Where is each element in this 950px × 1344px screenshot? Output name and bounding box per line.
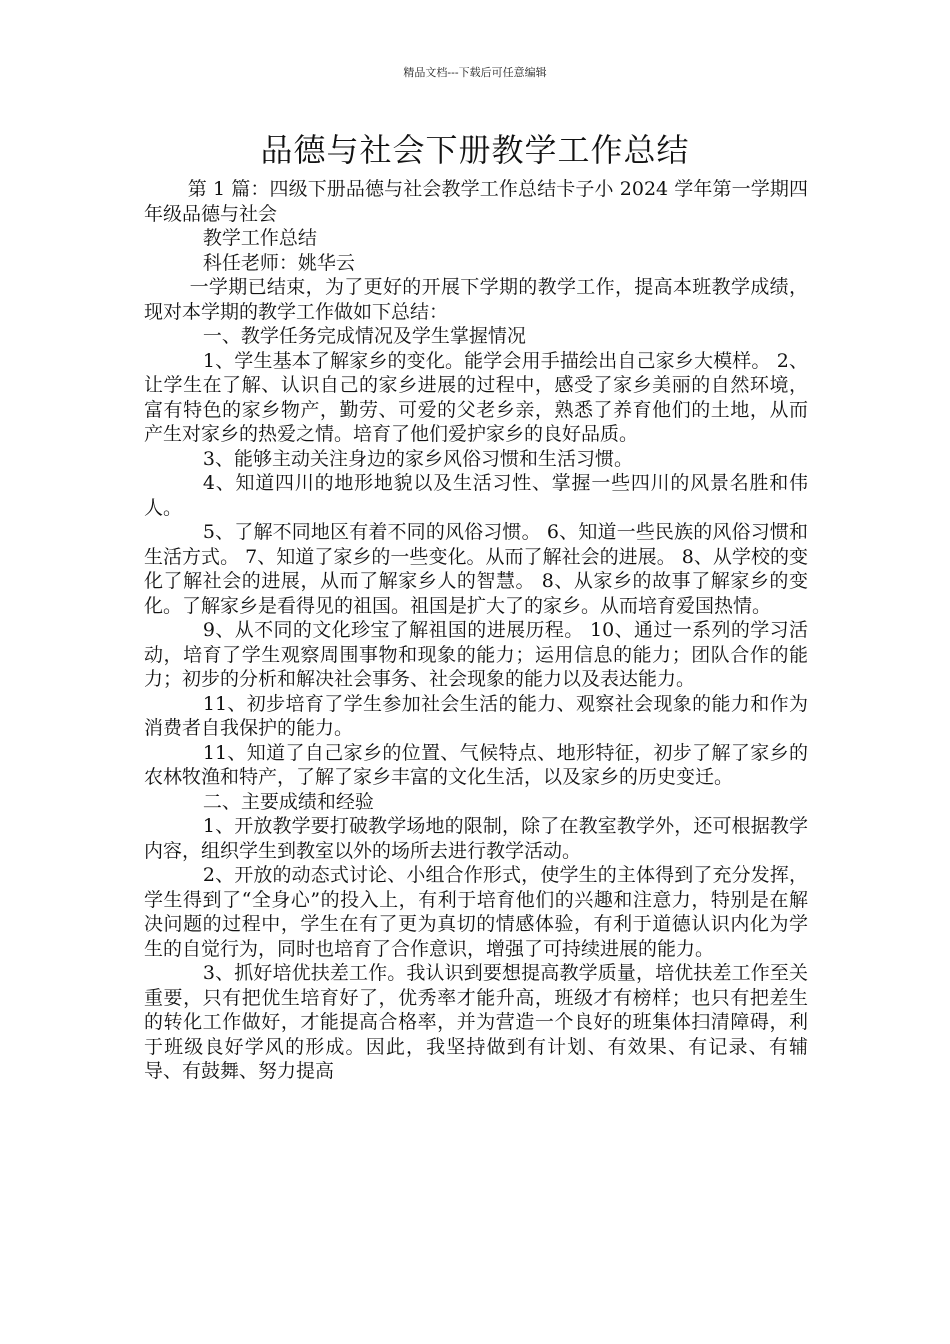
paragraph-item: 11、初步培育了学生参加社会生活的能力、观察社会现象的能力和作为消费者自我保护的能力。 — [144, 692, 808, 739]
paragraph-intro: 一学期已结束，为了更好的开展下学期的教学工作，提高本班教学成绩，现对本学期的教学工作做如下总结： — [144, 276, 808, 323]
paragraph-item: 1、开放教学要打破教学场地的限制，除了在教室教学外，还可根据教学内容，组织学生到教室以外的场所去进行教学活动。 — [144, 815, 808, 862]
document-body — [144, 177, 808, 1084]
paragraph-item: 4、知道四川的地形地貌以及生活习性、掌握一些四川的风景名胜和伟人。 — [144, 472, 808, 519]
paragraph-teacher: 科任老师：姚华云 — [202, 251, 355, 274]
paragraph-item: 11、知道了自己家乡的位置、气候特点、地形特征，初步了解了家乡的农林牧渔和特产，了解了家乡丰富的文化生活，以及家乡的历史变迁。 — [144, 741, 808, 788]
paragraph-subtitle: 教学工作总结 — [202, 227, 317, 249]
paragraph-item: 3、抓好培优扶差工作。我认识到要想提高教学质量，培优扶差工作至关重要，只有把优生培育好了，优秀率才能升高，班级才有榜样；也只有把差生的转化工作做好，才能提高合格率，并为营造一个良好的班集体扫清障碍，利于班级良好学风的形成。因此，我坚持做到有计划、有效果、有记录、有辅导、有鼓舞、努力提高 — [144, 962, 808, 1082]
section-heading-1: 一、教学任务完成情况及学生掌握情况 — [202, 325, 526, 347]
document-title: 品德与社会下册教学工作总结 — [260, 131, 690, 169]
paragraph-item: 9、从不同的文化珍宝了解祖国的进展历程。 10、通过一系列的学习活动，培育了学生观察周围事物和现象的能力；运用信息的能力；团队合作的能力；初步的分析和解决社会事务、社会现象的能力以及表达能力。 — [144, 619, 808, 690]
paragraph-item: 5、了解不同地区有着不同的风俗习惯。 6、知道一些民族的风俗习惯和生活方式。 7、知道了家乡的一些变化。从而了解社会的进展。 8、从学校的变化了解社会的进展，从而了解家乡人的智慧。 8、从家乡的故事了解家乡的变化。了解家乡是看得见的祖国。祖国是扩大了的家乡。从而培育爱国热情。 — [144, 521, 808, 617]
paragraph-heading-line: 第 1 篇：四级下册品德与社会教学工作总结卡子小 2024 学年第一学期四年级品德与社会 — [144, 178, 808, 225]
paragraph-item: 1、学生基本了解家乡的变化。能学会用手描绘出自己家乡大模样。 2、让学生在了解、认识自己的家乡进展的过程中，感受了家乡美丽的自然环境，富有特色的家乡物产，勤劳、可爱的父老乡亲，熟悉了养育他们的土地，从而产生对家乡的热爱之情。培育了他们爱护家乡的良好品质。 — [144, 349, 808, 445]
paragraph-item: 3、能够主动关注身边的家乡风俗习惯和生活习惯。 — [202, 447, 633, 470]
section-heading-2: 二、主要成绩和经验 — [202, 790, 374, 813]
page-header-note: 精品文档---下载后可任意编辑 — [403, 66, 547, 79]
paragraph-item: 2、开放的动态式讨论、小组合作形式，使学生的主体得到了充分发挥，学生得到了“全身心”的投入上，有利于培育他们的兴趣和注意力，特别是在解决问题的过程中，学生在有了更为真切的情感体验，有利于道德认识内化为学生的自觉行为，同时也培育了合作意识，增强了可持续进展的能力。 — [144, 864, 808, 960]
